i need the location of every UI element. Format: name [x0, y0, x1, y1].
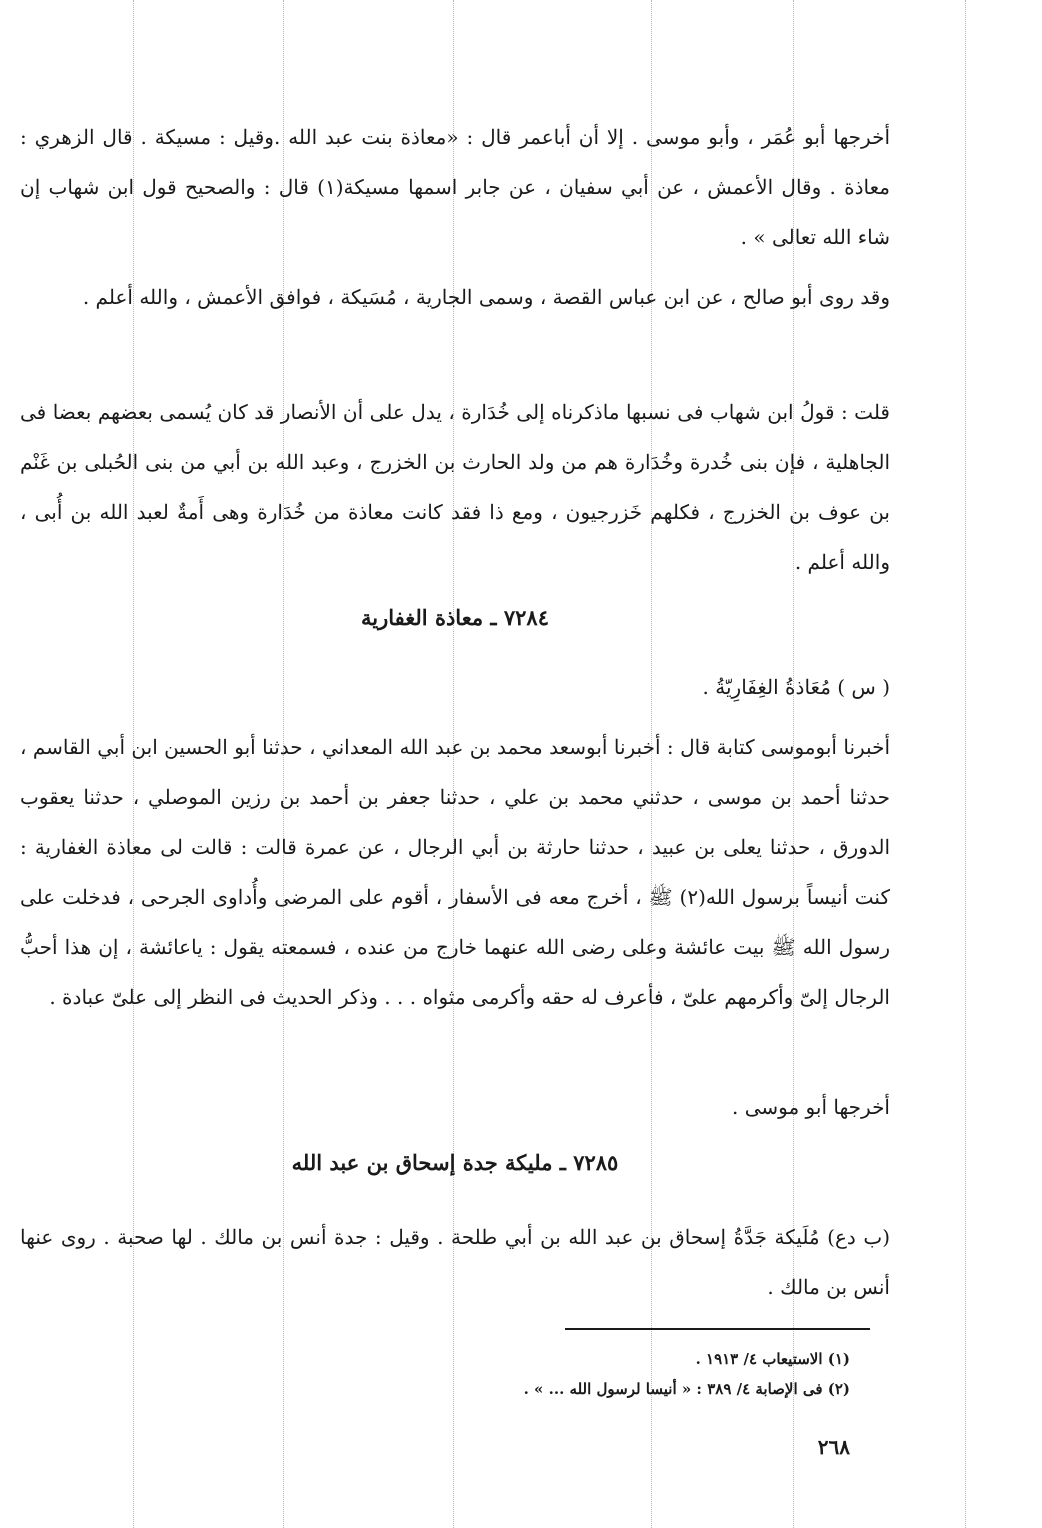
paragraph-text: أخرجها أبو عُمَر ، وأبو موسى . إلا أن أباعمر قال : «معاذة بنت عبد الله .وقيل : مسيكة . قال الزهري : معاذة . وقال الأعمش ، عن أبي سفيان ، عن جابر اسمها مسيكة(١) قال : والصحيح قول ابن شهاب إن شاء الله تعالى » . [20, 125, 890, 249]
paragraph-text: أخبرنا أبوموسى كتابة قال : أخبرنا أبوسعد محمد بن عبد الله المعداني ، حدثنا أبو الحسين ابن أبي القاسم ، حدثنا أحمد بن موسى ، حدثني محمد بن علي ، حدثنا جعفر بن أحمد بن رزين الموصلي ، حدثنا يعقوب الدورق ، حدثنا يعلى بن عبيد ، حدثنا حارثة بن أبي الرجال ، عن عمرة قالت : قالت لى معاذة الغفارية : كنت أنيساً برسول الله(٢) ﷺ ، أخرج معه فى الأسفار ، أقوم على المرضى وأُداوى الجرحى ، فدخلت على رسول الله ﷺ بيت عائشة وعلى رضى الله عنهما خارج من عنده ، فسمعته يقول : ياعائشة ، إن هذا أحبُّ الرجال إلىّ وأكرمهم علىّ ، فأعرف له حقه وأكرمى مثواه . . . وذكر الحديث فى النظر إلى علىّ عبادة . [20, 735, 891, 1009]
scan-artifact-line [965, 0, 966, 1528]
footnote-2: (٢) فى الإصابة ٤/ ٣٨٩ : « أنيسا لرسول الله ... » . [523, 1380, 850, 1398]
paragraph-sources [20, 112, 890, 262]
paragraph-text: ( س ) مُعَاذةُ الغِفَارِيّةُ . [702, 675, 890, 699]
footnote-divider [565, 1328, 870, 1330]
paragraph-text: (ب دع) مُلَيكة جَدَّةُ إسحاق بن عبد الله بن أبي طلحة . وقيل : جدة أنس بن مالك . لها صحبة . روى عنها أنس بن مالك . [20, 1225, 890, 1299]
page-number: ٢٦٨ [817, 1435, 850, 1459]
paragraph-attribution [20, 1082, 890, 1132]
entry-heading-7284: ٧٢٨٤ ـ معاذة الغفارية [361, 605, 549, 630]
paragraph-text: قلت : قولُ ابن شهاب فى نسبها ماذكرناه إلى خُدَارة ، يدل على أن الأنصار قد كان يُسمى بعضهم بعضا فى الجاهلية ، فإن بنى خُدرة وخُدَارة هم من ولد الحارث بن الخزرج ، وعبد الله بن أبي من بنى الحُبلى بن غَنْم بن عوف بن الخزرج ، فكلهم خَزرجيون ، ومع ذا فقد كانت معاذة من خُدَارة وهى أَمةٌ لعبد الله بن أُبى ، والله أعلم . [20, 400, 890, 574]
footnote-1: (١) الاستيعاب ٤/ ١٩١٣ . [695, 1350, 850, 1368]
paragraph-text: وقد روى أبو صالح ، عن ابن عباس القصة ، وسمى الجارية ، مُسَيكة ، فوافق الأعمش ، والله أعلم . [82, 285, 890, 309]
entry-intro-7285 [20, 1212, 890, 1312]
paragraph-commentary [20, 387, 890, 587]
paragraph-abu-salih [20, 272, 890, 322]
entry-intro-7284 [20, 662, 890, 712]
entry-heading-7285: ٧٢٨٥ ـ مليكة جدة إسحاق بن عبد الله [291, 1150, 619, 1175]
paragraph-text: أخرجها أبو موسى . [732, 1095, 890, 1119]
paragraph-hadith [20, 722, 890, 1022]
